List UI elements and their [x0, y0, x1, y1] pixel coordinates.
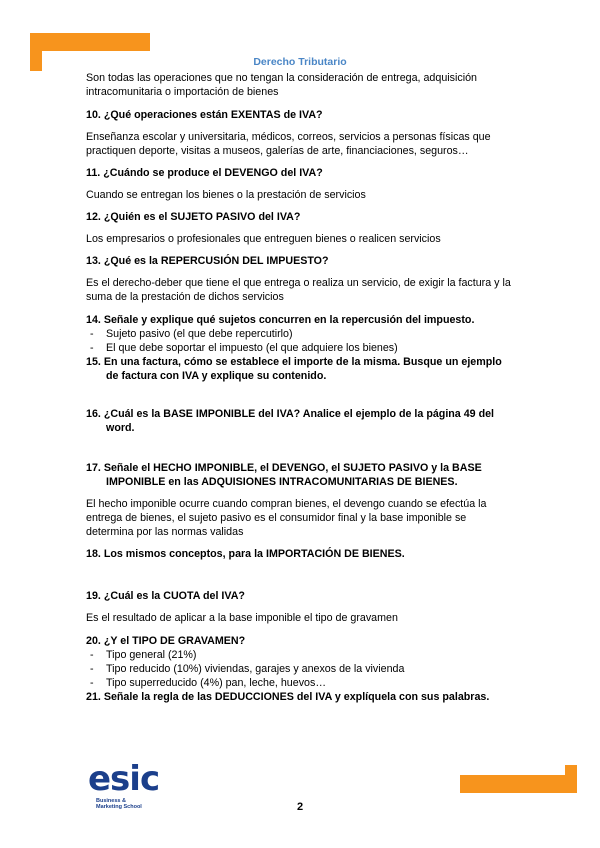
question-17: 17. Señale el HECHO IMPONIBLE, el DEVENGO, el SUJETO PASIVO y la BASE IMPONIBLE en las ADQUISIONES INTRACOMUNITARIAS DE BIENES. — [86, 462, 482, 488]
answer-11: Cuando se entregan los bienes o la prestación de servicios — [86, 189, 366, 201]
answer-14-item-1: - Sujeto pasivo (el que debe repercutirlo) — [86, 327, 516, 341]
page-header-title: Derecho Tributario — [253, 56, 347, 68]
answer-12: Los empresarios o profesionales que entreguen bienes o realicen servicios — [86, 233, 441, 245]
question-15: 15. En una factura, cómo se establece el importe de la misma. Busque un ejemplo de factura con IVA y explique su contenido. — [86, 356, 502, 382]
question-18: 18. Los mismos conceptos, para la IMPORTACIÓN DE BIENES. — [86, 548, 405, 560]
answer-14-item-2: - El que debe soportar el impuesto (el que adquiere los bienes) — [86, 341, 516, 355]
question-13: 13. ¿Qué es la REPERCUSIÓN DEL IMPUESTO? — [86, 255, 329, 267]
page-number: 2 — [296, 801, 304, 813]
answer-20-item-1: - Tipo general (21%) — [86, 648, 516, 662]
answer-13: Es el derecho-deber que tiene el que entrega o realiza un servicio, de exigir la factura y la suma de la prestación de dichos servicios — [86, 277, 511, 303]
bottom-right-accent-horizontal — [460, 775, 577, 793]
answer-20-item-3: - Tipo superreducido (4%) pan, leche, huevos… — [86, 676, 516, 690]
answer-19: Es el resultado de aplicar a la base imponible el tipo de gravamen — [86, 612, 398, 624]
question-12: 12. ¿Quién es el SUJETO PASIVO del IVA? — [86, 211, 301, 223]
document-body — [86, 71, 516, 704]
question-11: 11. ¿Cuándo se produce el DEVENGO del IVA? — [86, 167, 323, 179]
esic-logo-wordmark: esic — [88, 759, 160, 799]
question-20: 20. ¿Y el TIPO DE GRAVAMEN? — [86, 635, 246, 647]
esic-logo-sub2: Marketing School — [96, 804, 142, 810]
intro-paragraph: Son todas las operaciones que no tengan la consideración de entrega, adquisición intracomunitaria o importación de bienes — [86, 72, 477, 98]
answer-20-item-2: - Tipo reducido (10%) viviendas, garajes y anexos de la vivienda — [86, 662, 516, 676]
answer-10: Enseñanza escolar y universitaria, médicos, correos, servicios a personas físicas que practiquen deporte, visitas a museos, galerías de arte, financiaciones, seguros… — [86, 131, 491, 157]
question-10: 10. ¿Qué operaciones están EXENTAS de IVA? — [86, 109, 323, 121]
answer-17: El hecho imponible ocurre cuando compran bienes, el devengo cuando se efectúa la entrega de bienes, el sujeto pasivo es el consumidor final y la base imponible se determina por las normas validas — [86, 498, 487, 538]
bottom-right-accent-vertical — [565, 765, 577, 793]
esic-logo-sub1: Business & — [96, 798, 126, 804]
question-14: 14. Señale y explique qué sujetos concurren en la repercusión del impuesto. — [86, 314, 475, 326]
question-21: 21. Señale la regla de las DEDUCCIONES del IVA y explíquela con sus palabras. — [86, 691, 490, 703]
top-left-accent-horizontal — [30, 33, 150, 51]
question-16: 16. ¿Cuál es la BASE IMPONIBLE del IVA? Analice el ejemplo de la página 49 del word. — [86, 408, 495, 434]
question-19: 19. ¿Cuál es la CUOTA del IVA? — [86, 590, 245, 602]
